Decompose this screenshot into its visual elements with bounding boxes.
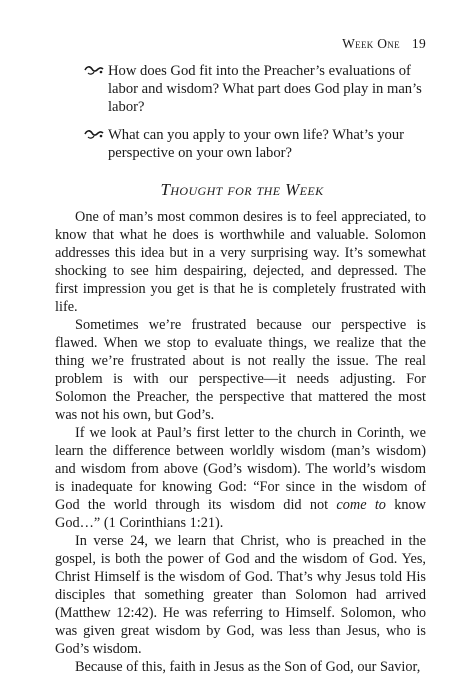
paragraph	[55, 424, 426, 532]
paragraph: Sometimes we’re frustrated because our perspective is flawed. When we stop to evaluate things, we realize that the thing we’re frustrated about is not really the issue. The real problem is with our perspective—it needs adjusting. For Solomon the Preacher, the perspective that mattered the most was not his own, but God’s.	[55, 317, 426, 423]
paragraph-text: know God…” (1 Corinthians 1:21).	[55, 497, 426, 531]
paragraph: In verse 24, we learn that Christ, who is preached in the gospel, is both the power of God and the wisdom of God. Yes, Christ Himself is the wisdom of God. That’s why Jesus told His disciples that something greater than Solomon had arrived (Matthew 12:42). He was referring to Himself. Solomon, who was given great wisdom by God, was less than Jesus, who is God’s wisdom.	[55, 533, 426, 657]
question-item	[84, 62, 424, 117]
emphasis-text: come to	[336, 497, 386, 513]
page-number: 19	[411, 36, 426, 51]
question-item	[84, 126, 424, 162]
running-head-title: Week One	[342, 36, 400, 51]
running-head	[342, 36, 426, 52]
discussion-questions	[84, 62, 424, 171]
section-title: Thought for the Week	[160, 180, 324, 199]
question-text: What can you apply to your own life? What’s your perspective on your own labor?	[108, 126, 404, 161]
body-text	[55, 208, 426, 676]
ornament-bullet-icon	[84, 128, 104, 140]
paragraph-text: If we look at Paul’s first letter to the church in Corinth, we learn the difference between worldly wisdom (man’s wisdom) and wisdom from above (God’s wisdom). The world’s wisdom is inadequate for knowing God: “For since in the wisdom of God the world through its wisdom did not	[55, 425, 426, 513]
paragraph: Because of this, faith in Jesus as the Son of God, our Savior,	[75, 659, 421, 675]
ornament-bullet-icon	[84, 64, 104, 76]
question-text: How does God fit into the Preacher’s evaluations of labor and wisdom? What part does God play in man’s labor?	[108, 63, 422, 116]
paragraph: One of man’s most common desires is to feel appreciated, to know that what he does is worthwhile and valuable. Solomon addresses this idea but in a very surprising way. It’s somewhat shocking to see him despairing, dejected, and depressed. The first impression you get is that he is completely frustrated with life.	[55, 209, 426, 315]
